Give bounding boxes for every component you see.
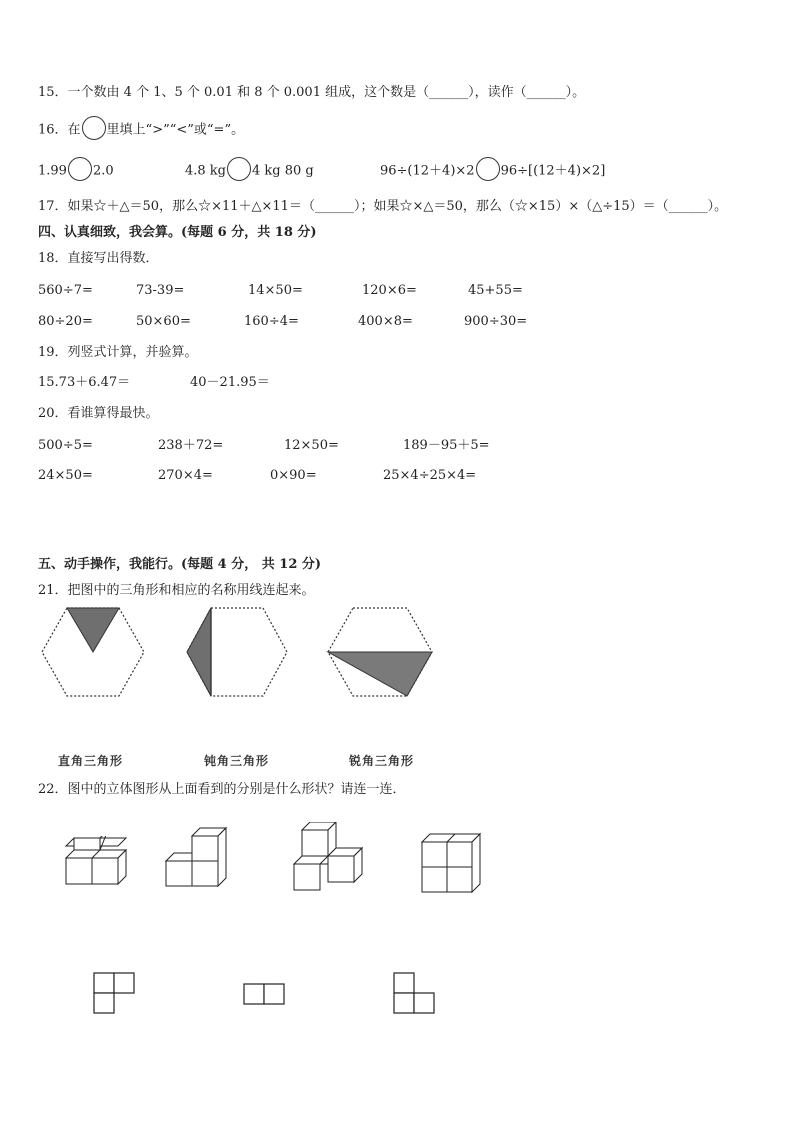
top-view-shape-2 [243,983,287,1007]
triangle-label-1: 直角三角形 [58,754,124,768]
q20-r2c2: 270×4= [158,468,213,483]
q20-r1c1: 500÷5= [38,438,93,453]
compare-item-3 [380,161,605,181]
solid-figure-3 [292,822,364,892]
question-18: 18．直接写出得数． [38,251,159,266]
section-4-heading: 四、认真细致，我会算。(每题 6 分，共 18 分) [38,225,317,240]
q18-r2c1: 80÷20= [38,314,93,329]
q18-r1c5: 45+55= [468,283,523,298]
question-15: 15．一个数由 4 个 1、5 个 0.01 和 8 个 0.001 组成，这个数是（______），读作（______）。 [38,85,586,100]
solid-figure-2 [164,826,230,890]
q18-r2c2: 50×60= [136,314,191,329]
q18-r1c2: 73-39= [136,283,185,298]
q19-item-2: 40－21.95＝ [190,375,270,390]
q18-r2c4: 400×8= [358,314,413,329]
q18-r2c5: 900÷30= [464,314,528,329]
compare-left: 4.8 kg [185,163,227,179]
q19-item-1: 15.73＋6.47＝ [38,375,131,390]
question-17: 17．如果☆＋△＝50，那么☆×11＋△×11＝（______）；如果☆×△＝50，那么（☆×15）×（△÷15）＝（______）。 [38,199,728,214]
q20-r1c3: 12×50= [284,438,339,453]
question-16-prefix: 16．在 [38,122,81,138]
question-20: 20．看谁算得最快。 [38,406,159,421]
hexagon-right-triangle-figure [40,606,146,698]
circle-blank[interactable] [476,157,500,181]
q18-r1c3: 14×50= [248,283,303,298]
question-21: 21．把图中的三角形和相应的名称用线连起来。 [38,583,315,598]
top-view-shape-3 [393,972,437,1016]
q20-r1c4: 189－95＋5= [403,438,490,453]
compare-item-1 [38,161,114,181]
triangle-label-2: 钝角三角形 [204,754,270,768]
q20-r2c4: 25×4÷25×4= [383,468,477,483]
hexagon-acute-triangle-figure [326,606,434,698]
q20-r2c3: 0×90= [270,468,317,483]
solid-figure-4 [418,832,484,896]
question-22: 22．图中的立体图形从上面看到的分别是什么形状？请连一连． [38,782,406,797]
compare-right: 2.0 [92,163,114,179]
compare-left: 96÷(12＋4)×2 [380,163,475,179]
circle-blank[interactable] [68,157,92,181]
hexagon-obtuse-triangle-figure [185,606,289,698]
q20-r1c2: 238＋72= [158,438,224,453]
question-16 [38,120,244,140]
section-5-heading: 五、动手操作，我能行。(每题 4 分， 共 12 分) [38,557,322,572]
q18-r1c1: 560÷7= [38,283,93,298]
top-view-shape-1 [93,972,137,1016]
compare-right: 4 kg 80 g [252,163,314,179]
q18-r2c3: 160÷4= [244,314,299,329]
question-16-suffix: 里填上“>”“<”或“=”。 [106,122,245,138]
solid-figure-1 [62,836,128,888]
triangle-label-3: 锐角三角形 [349,754,415,768]
circle-blank[interactable] [82,116,106,140]
question-19: 19．列竖式计算，并验算。 [38,345,198,360]
compare-right: 96÷[(12＋4)×2] [500,163,606,179]
q18-r1c4: 120×6= [362,283,417,298]
compare-item-2 [185,161,314,181]
q20-r2c1: 24×50= [38,468,93,483]
compare-left: 1.99 [38,163,67,179]
circle-blank[interactable] [227,157,251,181]
